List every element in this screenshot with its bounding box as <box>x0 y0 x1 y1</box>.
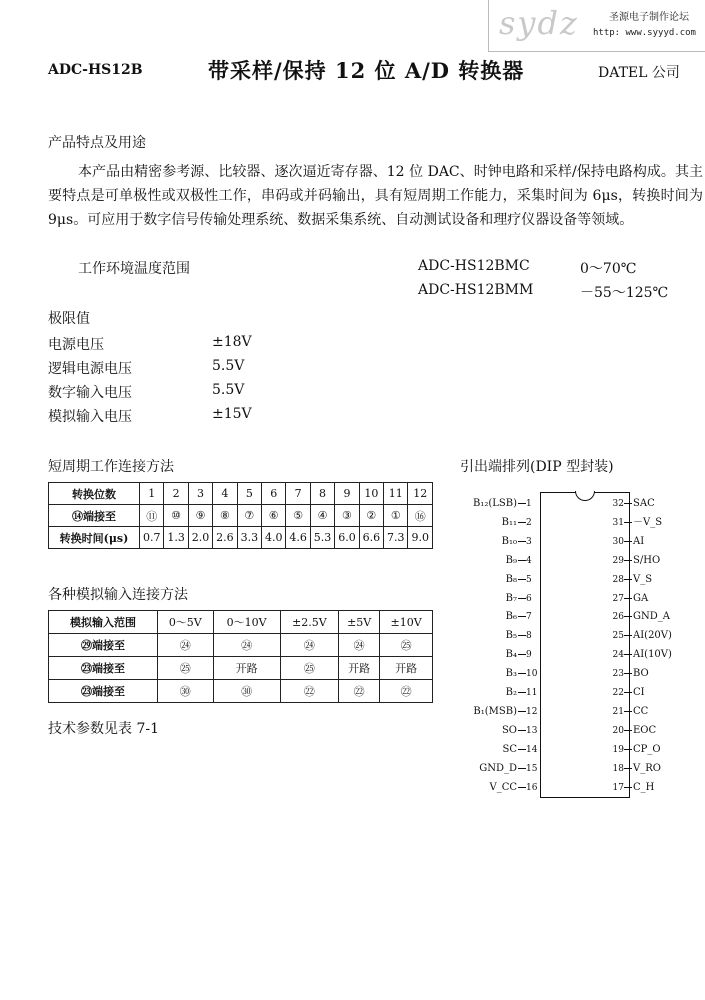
table-cell: ⑧ <box>213 505 237 527</box>
row-label: ㉙端接至 <box>49 634 158 657</box>
pin-left <box>440 629 540 643</box>
pin-left <box>440 781 540 795</box>
table-cell: ② <box>359 505 383 527</box>
pin-lead <box>624 579 632 580</box>
pin-left <box>440 497 540 511</box>
pin-left <box>440 573 540 587</box>
pin-name: CC <box>633 705 649 717</box>
pin-left <box>440 610 540 624</box>
pin-right <box>610 497 655 511</box>
pin-name: B₁(MSB) <box>473 705 517 717</box>
table-cell: 3 <box>188 483 212 505</box>
pin-name: B₁₂(LSB) <box>472 498 517 509</box>
table-cell: 9.0 <box>408 527 433 549</box>
table-cell: 1.3 <box>164 527 188 549</box>
table-cell: 6.0 <box>335 527 359 549</box>
table-cell: 7.3 <box>384 527 408 549</box>
pin-number: 20 <box>612 725 624 736</box>
pin-right <box>610 781 654 795</box>
pin-right <box>610 667 649 681</box>
temp-model: ADC-HS12BMC <box>418 258 530 274</box>
pin-name: B₆ <box>505 611 517 623</box>
pin-name: GND_D <box>479 762 517 774</box>
pin-right <box>610 629 672 643</box>
pin-number: 32 <box>612 499 624 509</box>
pin-lead <box>518 768 526 769</box>
pin-number: 30 <box>612 536 624 547</box>
pin-lead <box>518 673 526 674</box>
table-cell: ㉕ <box>380 634 433 657</box>
table-cell: ⑩ <box>164 505 188 527</box>
pin-lead <box>518 579 526 580</box>
pin-lead <box>624 730 632 731</box>
watermark-site-name: 圣源电子制作论坛 <box>609 12 689 23</box>
temp-range: －55～125℃ <box>580 285 669 301</box>
table-cell: 2.6 <box>213 527 237 549</box>
pin-lead <box>624 616 632 617</box>
pin-name: GA <box>633 592 649 604</box>
ic-notch <box>575 491 595 501</box>
table-cell: 4.6 <box>286 527 310 549</box>
table-cell: 4.0 <box>262 527 286 549</box>
pin-lead <box>624 503 632 504</box>
pin-name: SC <box>502 743 517 755</box>
pin-lead <box>518 749 526 750</box>
pin-number: 10 <box>526 669 538 680</box>
pin-name: V_RO <box>633 762 661 774</box>
row-label: ⑭端接至 <box>49 505 140 527</box>
table-cell: 2 <box>164 483 188 505</box>
table-row <box>49 634 433 657</box>
pin-left <box>440 648 540 662</box>
pin-lead <box>518 541 526 542</box>
company-name: DATEL 公司 <box>598 65 680 81</box>
pin-lead <box>624 654 632 655</box>
pin-name: B₅ <box>505 630 517 642</box>
table-cell: 开路 <box>339 657 380 680</box>
pin-number: 4 <box>526 555 532 566</box>
table-cell: ±2.5V <box>280 611 338 634</box>
pin-name: B₁₁ <box>501 516 517 528</box>
table-cell: ㉔ <box>280 634 338 657</box>
pin-name: AI <box>633 535 645 547</box>
pin-number: 2 <box>526 517 532 528</box>
footer-note: 技术参数见表 7-1 <box>48 721 159 737</box>
table-cell: ㉒ <box>280 680 338 703</box>
pin-name: B₂ <box>505 687 517 698</box>
features-heading: 产品特点及用途 <box>48 135 146 151</box>
table-cell: 7 <box>286 483 310 505</box>
pin-lead <box>518 635 526 636</box>
table-cell: ㉒ <box>380 680 433 703</box>
pin-name: SAC <box>633 498 655 509</box>
pin-name: AI(20V) <box>633 630 672 642</box>
pin-left <box>440 686 540 700</box>
pin-number: 24 <box>612 650 624 661</box>
watermark-logo-text: sydz <box>499 4 579 42</box>
pin-lead <box>518 711 526 712</box>
pin-left <box>440 762 540 776</box>
pin-lead <box>624 541 632 542</box>
pin-lead <box>518 503 526 504</box>
pin-left <box>440 724 540 738</box>
pin-number: 29 <box>612 555 624 566</box>
table-cell: ㉒ <box>339 680 380 703</box>
pin-name: CP_O <box>633 743 661 755</box>
limit-name: 逻辑电源电压 <box>48 361 132 377</box>
limit-value: 5.5V <box>212 358 245 374</box>
pin-name: CI <box>633 687 645 698</box>
pin-right <box>610 535 644 549</box>
table-row <box>49 611 433 634</box>
pin-name: BO <box>633 668 649 680</box>
pin-name: EOC <box>633 724 657 736</box>
table-cell: ⑪ <box>140 505 164 527</box>
row-label: ㉓端接至 <box>49 657 158 680</box>
limit-name: 数字输入电压 <box>48 385 132 401</box>
table-cell: 4 <box>213 483 237 505</box>
pin-name: －V_S <box>633 516 663 528</box>
limit-name: 电源电压 <box>48 337 104 353</box>
pin-lead <box>624 749 632 750</box>
table-cell: ⑥ <box>262 505 286 527</box>
temp-range: 0～70℃ <box>580 261 637 277</box>
table-cell: ㉔ <box>158 634 214 657</box>
temp-range-label: 工作环境温度范围 <box>78 261 190 277</box>
table-cell: ③ <box>335 505 359 527</box>
pin-lead <box>518 522 526 523</box>
pin-lead <box>624 692 632 693</box>
pin-number: 25 <box>612 631 624 642</box>
table-cell: ±10V <box>380 611 433 634</box>
table-cell: 开路 <box>213 657 280 680</box>
table-cell: 0～5V <box>158 611 214 634</box>
pin-number: 17 <box>612 782 624 793</box>
pin-lead <box>518 787 526 788</box>
pin-left <box>440 592 540 606</box>
row-label: ㉓端接至 <box>49 680 158 703</box>
pin-number: 28 <box>612 574 624 585</box>
table-cell: 10 <box>359 483 383 505</box>
pin-number: 18 <box>612 763 624 774</box>
table-cell: 11 <box>384 483 408 505</box>
pin-left <box>440 667 540 681</box>
table-cell: 开路 <box>380 657 433 680</box>
pin-name: GND_A <box>633 611 670 623</box>
pin-name: B₃ <box>505 668 517 680</box>
pin-right <box>610 554 660 568</box>
table-row <box>49 483 433 505</box>
pin-name: SO <box>501 724 517 736</box>
pin-number: 27 <box>612 593 624 604</box>
pin-lead <box>518 654 526 655</box>
table-cell: 5 <box>237 483 261 505</box>
pin-right <box>610 762 661 776</box>
pin-number: 5 <box>526 574 532 585</box>
pin-right <box>610 743 661 757</box>
pin-name: B₇ <box>505 592 517 604</box>
pin-name: B₁₀ <box>501 535 517 547</box>
page-title: 带采样/保持 12 位 A/D 转换器 <box>208 58 525 83</box>
short-cycle-heading: 短周期工作连接方法 <box>48 459 174 475</box>
pin-number: 14 <box>526 744 538 755</box>
pin-lead <box>518 692 526 693</box>
pin-number: 15 <box>526 763 538 774</box>
analog-input-heading: 各种模拟输入连接方法 <box>48 587 188 603</box>
limits-heading: 极限值 <box>48 311 90 327</box>
pin-right <box>610 686 645 700</box>
table-cell: 6.6 <box>359 527 383 549</box>
pin-number: 31 <box>612 517 624 528</box>
table-cell: ±5V <box>339 611 380 634</box>
pin-lead <box>624 560 632 561</box>
limit-value: ±18V <box>212 334 252 350</box>
pin-right <box>610 516 662 530</box>
table-cell: 12 <box>408 483 433 505</box>
limit-value: 5.5V <box>212 382 245 398</box>
pin-lead <box>624 635 632 636</box>
pin-lead <box>518 616 526 617</box>
table-cell: ④ <box>310 505 334 527</box>
pin-lead <box>624 711 632 712</box>
part-number: ADC-HS12B <box>48 62 143 78</box>
table-row <box>49 527 433 549</box>
pin-right <box>610 610 670 624</box>
pin-lead <box>624 768 632 769</box>
pin-number: 12 <box>526 706 538 717</box>
pin-right <box>610 592 648 606</box>
pin-name: AI(10V) <box>633 649 672 661</box>
table-row <box>49 505 433 527</box>
pin-right <box>610 705 648 719</box>
table-cell: 9 <box>335 483 359 505</box>
pin-name: C_H <box>633 781 655 793</box>
row-label: 模拟输入范围 <box>49 611 158 634</box>
short-cycle-table <box>48 482 433 549</box>
table-cell: ⑯ <box>408 505 433 527</box>
pin-lead <box>518 560 526 561</box>
pin-number: 7 <box>526 612 532 623</box>
pin-left <box>440 535 540 549</box>
pin-number: 22 <box>612 688 624 698</box>
pin-number: 1 <box>526 499 532 509</box>
table-row <box>49 657 433 680</box>
table-cell: ⑨ <box>188 505 212 527</box>
limit-value: ±15V <box>212 406 252 422</box>
table-cell: 1 <box>140 483 164 505</box>
table-cell: ㉔ <box>213 634 280 657</box>
pin-number: 16 <box>526 782 538 793</box>
pin-left <box>440 516 540 530</box>
pin-lead <box>624 522 632 523</box>
pin-number: 11 <box>526 688 538 698</box>
watermark-url: http: www.syyyd.com <box>593 28 696 38</box>
pin-lead <box>518 730 526 731</box>
pin-lead <box>624 673 632 674</box>
pin-lead <box>624 787 632 788</box>
limit-name: 模拟输入电压 <box>48 409 132 425</box>
table-cell: 0～10V <box>213 611 280 634</box>
pin-number: 19 <box>612 744 624 755</box>
pin-right <box>610 648 672 662</box>
pin-name: V_CC <box>489 781 517 793</box>
pin-name: S/HO <box>633 554 661 566</box>
row-label: 转换位数 <box>49 483 140 505</box>
pin-number: 8 <box>526 631 532 642</box>
pin-number: 13 <box>526 725 538 736</box>
pin-number: 23 <box>612 669 624 680</box>
table-cell: ㉚ <box>158 680 214 703</box>
pin-right <box>610 724 656 738</box>
pin-name: V_S <box>633 573 653 585</box>
pin-number: 3 <box>526 536 532 547</box>
table-cell: ㉚ <box>213 680 280 703</box>
table-cell: ⑦ <box>237 505 261 527</box>
pin-number: 21 <box>612 706 624 717</box>
pin-left <box>440 743 540 757</box>
temp-model: ADC-HS12BMM <box>418 282 534 298</box>
pin-right <box>610 573 652 587</box>
table-cell: 3.3 <box>237 527 261 549</box>
table-cell: 2.0 <box>188 527 212 549</box>
pin-number: 9 <box>526 650 532 661</box>
features-paragraph: 本产品由精密参考源、比较器、逐次逼近寄存器、12 位 DAC、时钟电路和采样/保持电路构成。其主要特点是可单极性或双极性工作，串码或并码输出，具有短周期工作能力，采集时间为 6μs，转换时间为 9μs。可应用于数字信号传输处理系统、数据采集系统、自动测试设备和理疗仪器设备等领域。 <box>48 164 703 228</box>
table-cell: 8 <box>310 483 334 505</box>
table-row <box>49 680 433 703</box>
table-cell: ① <box>384 505 408 527</box>
pin-left <box>440 554 540 568</box>
pin-name: B₄ <box>505 649 517 661</box>
pin-lead <box>624 598 632 599</box>
pin-name: B₈ <box>505 573 517 585</box>
table-cell: 0.7 <box>140 527 164 549</box>
table-cell: 6 <box>262 483 286 505</box>
row-label: 转换时间(μs) <box>49 527 140 549</box>
pin-name: B₉ <box>505 554 517 566</box>
pinout-heading: 引出端排列(DIP 型封装) <box>460 459 614 475</box>
table-cell: ㉕ <box>280 657 338 680</box>
table-cell: ㉔ <box>339 634 380 657</box>
pin-number: 6 <box>526 593 532 604</box>
pin-left <box>440 705 540 719</box>
analog-input-table <box>48 610 433 703</box>
table-cell: ⑤ <box>286 505 310 527</box>
pin-lead <box>518 598 526 599</box>
watermark-logo <box>488 0 705 52</box>
table-cell: 5.3 <box>310 527 334 549</box>
pin-number: 26 <box>612 612 624 623</box>
table-cell: ㉕ <box>158 657 214 680</box>
